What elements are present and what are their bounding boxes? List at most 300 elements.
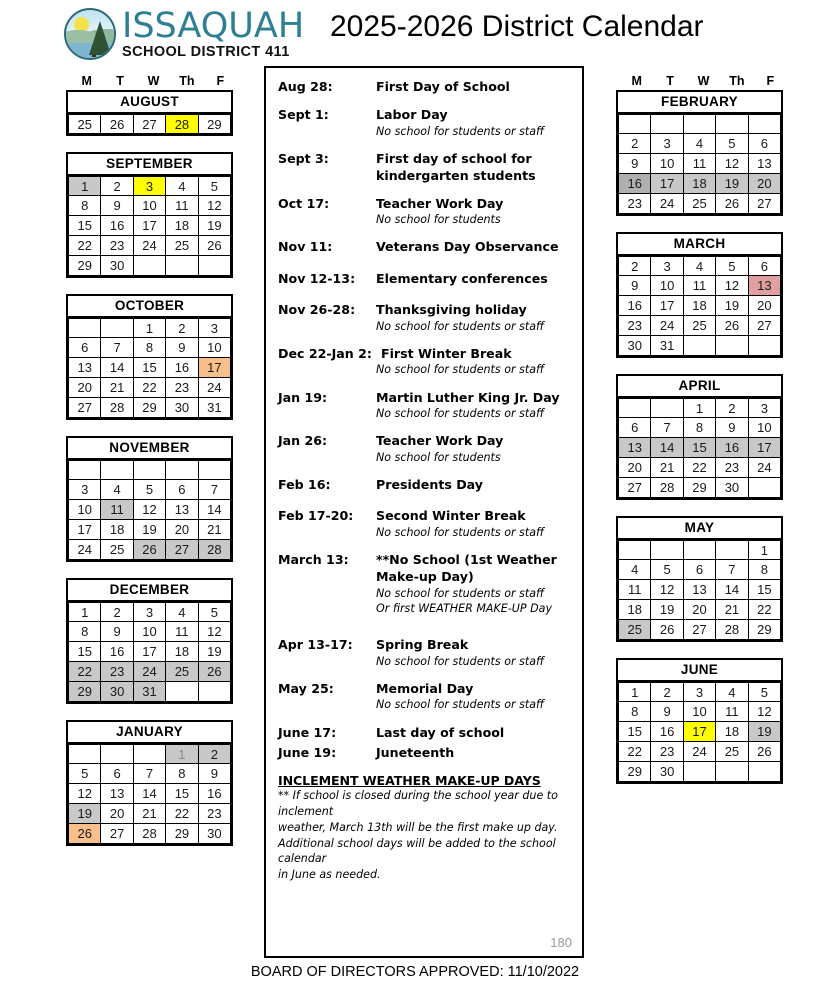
event-spacer xyxy=(278,337,572,345)
day-cell: 23 xyxy=(618,194,651,214)
day-cell: 26 xyxy=(134,540,166,560)
day-cell: 16 xyxy=(101,642,133,662)
day-cell-empty xyxy=(134,460,166,480)
day-cell: 23 xyxy=(101,236,133,256)
day-cell: 4 xyxy=(101,480,133,500)
week-row xyxy=(68,764,231,784)
day-cell: 4 xyxy=(716,682,748,702)
day-cell: 16 xyxy=(716,438,748,458)
day-cell: 28 xyxy=(716,620,748,640)
day-cell: 22 xyxy=(684,458,716,478)
month-name: APRIL xyxy=(618,376,781,398)
day-cell: 27 xyxy=(618,478,651,498)
day-cell: 21 xyxy=(134,804,166,824)
day-cell: 12 xyxy=(749,702,781,722)
day-cell-empty xyxy=(199,460,231,480)
key-dates-inner xyxy=(266,68,582,956)
day-cell: 18 xyxy=(684,296,716,316)
logo-district-name: ISSAQUAH xyxy=(122,5,305,46)
day-cell: 27 xyxy=(166,540,198,560)
day-cell: 25 xyxy=(166,236,198,256)
day-cell: 19 xyxy=(716,174,748,194)
weekday-header-f: F xyxy=(766,74,775,88)
day-cell: 3 xyxy=(199,318,231,338)
day-cell: 25 xyxy=(716,742,748,762)
event-spacer xyxy=(278,424,572,432)
day-cell: 19 xyxy=(134,520,166,540)
evergreen-tree-icon xyxy=(89,21,111,55)
day-cell: 19 xyxy=(716,296,748,316)
month-name: JANUARY xyxy=(68,722,231,744)
day-cell: 8 xyxy=(68,622,101,642)
day-cell: 10 xyxy=(684,702,716,722)
day-cell: 4 xyxy=(166,176,198,196)
day-cell: 21 xyxy=(651,458,683,478)
day-cell: 6 xyxy=(749,256,781,276)
weekday-header-w: W xyxy=(147,74,160,88)
event-date: May 25: xyxy=(278,680,334,696)
day-cell: 2 xyxy=(101,602,133,622)
week-row xyxy=(618,418,781,438)
week-row xyxy=(68,196,231,216)
day-cell: 29 xyxy=(134,398,166,418)
event-note: No school for students or staff xyxy=(376,124,545,138)
day-cell-empty xyxy=(749,478,781,498)
week-row xyxy=(618,540,781,560)
inclement-weather-line: ** If school is closed during the school year due to inclement xyxy=(278,789,558,819)
logo-wordmark xyxy=(122,5,305,60)
day-cell: 13 xyxy=(618,438,651,458)
day-cell: 11 xyxy=(684,276,716,296)
event-row xyxy=(278,150,572,185)
day-cell: 8 xyxy=(68,196,101,216)
day-cell-empty xyxy=(684,336,716,356)
day-cell: 25 xyxy=(684,194,716,214)
day-cell: 14 xyxy=(101,358,133,378)
event-title: Elementary conferences xyxy=(376,270,548,286)
day-cell: 22 xyxy=(618,742,651,762)
event-row xyxy=(278,301,572,334)
week-row xyxy=(618,620,781,640)
event-body xyxy=(376,432,572,465)
day-cell: 7 xyxy=(651,418,683,438)
event-title: First Day of School xyxy=(376,79,510,94)
day-cell: 14 xyxy=(651,438,683,458)
event-title: Presidents Day xyxy=(376,476,483,492)
event-row xyxy=(278,270,572,287)
day-cell: 9 xyxy=(651,702,683,722)
week-row xyxy=(618,296,781,316)
day-cell: 5 xyxy=(199,602,231,622)
week-row xyxy=(68,804,231,824)
inclement-weather-line: in June as needed. xyxy=(278,868,381,882)
event-date: Sept 1: xyxy=(278,107,329,123)
day-cell: 20 xyxy=(684,600,716,620)
day-cell: 8 xyxy=(749,560,781,580)
week-row xyxy=(68,622,231,642)
district-logo xyxy=(64,5,305,60)
day-cell: 20 xyxy=(749,174,781,194)
day-cell-empty xyxy=(716,540,748,560)
event-spacer xyxy=(278,716,572,724)
day-cell: 6 xyxy=(101,764,133,784)
day-cell: 27 xyxy=(134,114,166,134)
day-cell: 21 xyxy=(199,520,231,540)
day-cell: 24 xyxy=(651,194,683,214)
day-cell-empty xyxy=(684,540,716,560)
week-row xyxy=(68,682,231,702)
day-cell: 29 xyxy=(68,682,101,702)
day-cell: 15 xyxy=(134,358,166,378)
day-cell: 29 xyxy=(618,762,651,782)
weekday-header-f: F xyxy=(216,74,225,88)
day-cell: 24 xyxy=(134,236,166,256)
week-row xyxy=(68,378,231,398)
day-cell: 31 xyxy=(134,682,166,702)
event-row xyxy=(278,389,572,422)
week-row xyxy=(618,580,781,600)
day-cell: 5 xyxy=(68,764,101,784)
event-note: No school for students or staff xyxy=(376,698,545,712)
day-cell: 10 xyxy=(134,622,166,642)
day-cell-empty xyxy=(101,318,133,338)
logo-district-subtitle: SCHOOL DISTRICT 411 xyxy=(122,43,290,60)
week-row xyxy=(68,642,231,662)
day-cell: 27 xyxy=(68,398,101,418)
day-cell: 14 xyxy=(716,580,748,600)
day-cell-empty xyxy=(101,744,133,764)
day-cell: 2 xyxy=(716,398,748,418)
page-title: 2025-2026 District Calendar xyxy=(330,10,704,43)
day-cell: 24 xyxy=(199,378,231,398)
day-cell: 29 xyxy=(749,620,781,640)
event-date: Nov 11: xyxy=(278,239,333,255)
day-cell: 4 xyxy=(166,602,198,622)
event-body xyxy=(376,106,572,139)
event-spacer xyxy=(278,259,572,270)
day-cell-empty xyxy=(716,336,748,356)
event-spacer xyxy=(278,142,572,150)
day-cell-empty xyxy=(199,682,231,702)
day-cell: 21 xyxy=(101,378,133,398)
month-september xyxy=(66,152,233,278)
day-cell: 7 xyxy=(101,338,133,358)
day-cell-empty xyxy=(749,114,781,134)
event-title: Teacher Work Day xyxy=(376,195,504,211)
day-cell: 15 xyxy=(618,722,651,742)
day-cell-empty xyxy=(199,256,231,276)
day-cell: 12 xyxy=(716,154,748,174)
week-row xyxy=(618,600,781,620)
day-cell: 16 xyxy=(618,296,651,316)
day-cell: 28 xyxy=(199,540,231,560)
day-cell: 12 xyxy=(199,196,231,216)
month-name: MARCH xyxy=(618,234,781,256)
day-cell: 6 xyxy=(684,560,716,580)
week-row xyxy=(618,154,781,174)
day-cell-empty xyxy=(618,540,651,560)
day-cell: 11 xyxy=(166,196,198,216)
day-cell: 12 xyxy=(651,580,683,600)
day-cell: 29 xyxy=(68,256,101,276)
day-cell: 18 xyxy=(166,642,198,662)
day-cell-empty xyxy=(101,460,133,480)
day-cell: 24 xyxy=(134,662,166,682)
day-cell: 17 xyxy=(134,216,166,236)
event-date: Nov 26-28: xyxy=(278,302,356,318)
day-cell: 16 xyxy=(618,174,651,194)
day-cell: 2 xyxy=(101,176,133,196)
day-cell: 22 xyxy=(68,662,101,682)
page-header xyxy=(0,0,830,62)
day-cell: 23 xyxy=(651,742,683,762)
day-cell: 15 xyxy=(166,784,198,804)
day-cell: 8 xyxy=(618,702,651,722)
week-row xyxy=(618,742,781,762)
day-cell-empty xyxy=(749,762,781,782)
event-title: Second Winter Break xyxy=(376,508,526,524)
event-row xyxy=(278,195,572,228)
day-cell: 25 xyxy=(684,316,716,336)
day-cell: 2 xyxy=(199,744,231,764)
event-note: No school for students or staff xyxy=(376,363,545,377)
day-cell: 7 xyxy=(134,764,166,784)
day-cell: 30 xyxy=(651,762,683,782)
months-list-left xyxy=(66,90,241,846)
day-cell: 18 xyxy=(684,174,716,194)
day-cell-empty xyxy=(716,114,748,134)
week-row xyxy=(68,216,231,236)
month-march xyxy=(616,232,783,358)
month-name: AUGUST xyxy=(68,92,231,114)
inclement-weather-line: weather, March 13th will be the first make up day. xyxy=(278,820,558,834)
day-cell: 31 xyxy=(199,398,231,418)
event-title: Martin Luther King Jr. Day xyxy=(376,389,560,405)
month-may xyxy=(616,516,783,642)
event-title: Thanksgiving holiday xyxy=(376,302,527,318)
event-body xyxy=(376,476,572,493)
week-row xyxy=(618,682,781,702)
day-cell: 17 xyxy=(749,438,781,458)
weekday-header-th: Th xyxy=(179,74,195,88)
day-cell: 20 xyxy=(101,804,133,824)
event-body xyxy=(376,238,572,255)
month-june xyxy=(616,658,783,784)
day-cell: 3 xyxy=(134,176,166,196)
day-cell: 26 xyxy=(716,316,748,336)
day-cell: 3 xyxy=(68,480,101,500)
day-cell: 29 xyxy=(166,824,198,844)
day-cell: 5 xyxy=(199,176,231,196)
event-row xyxy=(278,636,572,669)
week-row xyxy=(68,520,231,540)
event-date: Sept 3: xyxy=(278,151,329,167)
inclement-weather-heading: INCLEMENT WEATHER MAKE-UP DAYS xyxy=(278,773,541,789)
event-spacer xyxy=(278,496,572,507)
week-row xyxy=(68,784,231,804)
day-cell: 1 xyxy=(68,176,101,196)
day-cell-empty xyxy=(166,682,198,702)
week-row xyxy=(618,276,781,296)
day-cell: 24 xyxy=(651,316,683,336)
week-row xyxy=(618,256,781,276)
event-spacer xyxy=(278,188,572,195)
day-cell-empty xyxy=(716,762,748,782)
day-cell: 16 xyxy=(101,216,133,236)
event-title: Veterans Day Observance xyxy=(376,239,559,255)
event-body xyxy=(376,551,572,616)
day-cell: 25 xyxy=(618,620,651,640)
event-note: No school for students or staff xyxy=(376,319,545,333)
month-name: DECEMBER xyxy=(68,580,231,602)
day-cell: 16 xyxy=(166,358,198,378)
event-date: June 19: xyxy=(278,745,337,761)
day-cell-empty xyxy=(684,114,716,134)
event-spacer xyxy=(278,468,572,476)
day-cell: 18 xyxy=(716,722,748,742)
day-cell: 15 xyxy=(68,216,101,236)
day-cell: 30 xyxy=(101,256,133,276)
day-cell: 1 xyxy=(68,602,101,622)
inclement-weather-line: Additional school days will be added to the school calendar xyxy=(278,836,556,866)
month-april xyxy=(616,374,783,500)
school-day-count: 180 xyxy=(550,935,572,950)
day-cell-empty xyxy=(68,744,101,764)
day-cell-empty xyxy=(166,460,198,480)
day-cell: 9 xyxy=(101,622,133,642)
event-note: No school for students xyxy=(376,450,501,464)
week-row xyxy=(68,176,231,196)
day-cell-empty xyxy=(684,762,716,782)
event-date: Jan 19: xyxy=(278,389,328,405)
event-date: Nov 12-13: xyxy=(278,270,356,286)
week-row xyxy=(68,460,231,480)
day-cell: 17 xyxy=(684,722,716,742)
day-cell: 5 xyxy=(749,682,781,702)
weekday-header-row-left xyxy=(70,74,237,88)
event-row xyxy=(278,724,572,741)
week-row xyxy=(68,398,231,418)
day-cell: 22 xyxy=(166,804,198,824)
week-row xyxy=(618,560,781,580)
event-date: Jan 26: xyxy=(278,433,328,449)
day-cell-empty xyxy=(618,114,651,134)
weekday-header-th: Th xyxy=(729,74,745,88)
week-row xyxy=(618,438,781,458)
day-cell: 11 xyxy=(101,500,133,520)
event-row xyxy=(278,680,572,713)
day-cell: 1 xyxy=(134,318,166,338)
day-cell: 10 xyxy=(651,154,683,174)
day-cell: 28 xyxy=(651,478,683,498)
board-approval-footer: BOARD OF DIRECTORS APPROVED: 11/10/2022 xyxy=(250,964,580,980)
day-cell-empty xyxy=(749,336,781,356)
day-cell: 3 xyxy=(651,134,683,154)
week-row xyxy=(618,114,781,134)
day-cell: 5 xyxy=(134,480,166,500)
event-date: Oct 17: xyxy=(278,195,330,211)
event-title: Juneteenth xyxy=(376,745,455,761)
event-row xyxy=(278,432,572,465)
day-cell: 15 xyxy=(684,438,716,458)
weekday-header-m: M xyxy=(81,74,92,88)
event-spacer xyxy=(278,672,572,680)
day-cell: 6 xyxy=(166,480,198,500)
day-cell: 22 xyxy=(68,236,101,256)
weekday-header-t: T xyxy=(666,74,674,88)
day-cell: 8 xyxy=(166,764,198,784)
day-cell: 1 xyxy=(166,744,198,764)
day-cell: 11 xyxy=(618,580,651,600)
day-cell: 30 xyxy=(166,398,198,418)
day-cell: 30 xyxy=(101,682,133,702)
event-body xyxy=(376,389,572,422)
day-cell: 19 xyxy=(68,804,101,824)
day-cell: 27 xyxy=(684,620,716,640)
day-cell: 13 xyxy=(749,276,781,296)
day-cell: 27 xyxy=(749,316,781,336)
day-cell: 13 xyxy=(749,154,781,174)
day-cell: 16 xyxy=(651,722,683,742)
week-row xyxy=(68,500,231,520)
day-cell: 6 xyxy=(618,418,651,438)
event-title: First Winter Break xyxy=(381,345,512,361)
day-cell: 3 xyxy=(134,602,166,622)
day-cell: 28 xyxy=(134,824,166,844)
month-february xyxy=(616,90,783,216)
event-title: Spring Break xyxy=(376,637,469,653)
day-cell: 30 xyxy=(716,478,748,498)
day-cell-empty xyxy=(68,318,101,338)
event-note: No school for students or staff xyxy=(376,654,545,668)
day-cell: 6 xyxy=(749,134,781,154)
week-row xyxy=(68,256,231,276)
day-cell: 20 xyxy=(166,520,198,540)
event-title: **No School (1st Weather xyxy=(376,551,557,567)
event-spacer xyxy=(278,230,572,238)
day-cell: 31 xyxy=(651,336,683,356)
day-cell: 17 xyxy=(134,642,166,662)
weekday-header-t: T xyxy=(116,74,124,88)
day-cell: 23 xyxy=(199,804,231,824)
day-cell: 13 xyxy=(101,784,133,804)
week-row xyxy=(68,236,231,256)
day-cell: 20 xyxy=(749,296,781,316)
week-row xyxy=(68,824,231,844)
week-row xyxy=(68,662,231,682)
week-row xyxy=(618,316,781,336)
day-cell: 10 xyxy=(68,500,101,520)
day-cell: 15 xyxy=(749,580,781,600)
day-cell: 4 xyxy=(684,256,716,276)
month-name: JUNE xyxy=(618,660,781,682)
event-body xyxy=(376,150,572,185)
day-cell: 19 xyxy=(199,642,231,662)
event-body xyxy=(376,680,572,713)
day-cell: 2 xyxy=(651,682,683,702)
event-body xyxy=(376,301,572,334)
month-november xyxy=(66,436,233,562)
month-december xyxy=(66,578,233,704)
event-title-line2: kindergarten students xyxy=(376,168,536,184)
month-january xyxy=(66,720,233,846)
event-body xyxy=(376,78,572,95)
day-cell: 1 xyxy=(618,682,651,702)
day-cell: 17 xyxy=(68,520,101,540)
day-cell: 7 xyxy=(716,560,748,580)
day-cell: 1 xyxy=(684,398,716,418)
day-cell: 19 xyxy=(199,216,231,236)
